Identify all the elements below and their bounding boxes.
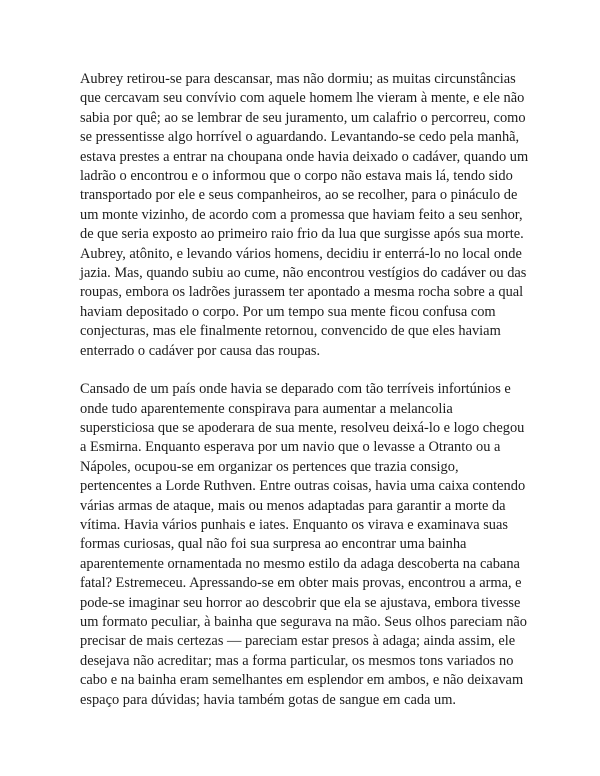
paragraph-1: Aubrey retirou-se para descansar, mas não dormiu; as muitas circunstâncias que cercavam seu convívio com aquele homem lhe vieram à mente, e ele não sabia por quê; ao se lembrar de seu juramento, um calafrio o percorreu, como se pressentisse algo horrível o aguardando. Levantando-se cedo pela manhã, estava prestes a entrar na choupana onde havia deixado o cadáver, quando um ladrão o encontrou e o informou que o corpo não estava mais lá, tendo sido transportado por ele e seus companheiros, ao se recolher, para o pináculo de um monte vizinho, de acordo com a promessa que haviam feito a seu senhor, de que seria exposto ao primeiro raio frio da lua que surgisse após sua morte. Aubrey, atônito, e levando vários homens, decidiu ir enterrá-lo no local onde jazia. Mas, quando subiu ao cume, não encontrou vestígios do cadáver ou das roupas, embora os ladrões jurassem ter apontado a mesma rocha sobre a qual haviam depositado o corpo. Por um tempo sua mente ficou confusa com conjecturas, mas ele finalmente retornou, convencido de que eles haviam enterrado o cadáver por causa das roupas. [80, 71, 529, 359]
document-page [80, 70, 529, 729]
paragraph-2: Cansado de um país onde havia se deparado com tão terríveis infortúnios e onde tudo aparentemente conspirava para aumentar a melancolia supersticiosa que se apoderara de sua mente, resolveu deixá-lo e logo chegou a Esmirna. Enquanto esperava por um navio que o levasse a Otranto ou a Nápoles, ocupou-se em organizar os pertences que trazia consigo, pertencentes a Lorde Ruthven. Entre outras coisas, havia uma caixa contendo várias armas de ataque, mais ou menos adaptadas para garantir a morte da vítima. Havia vários punhais e iates. Enquanto os virava e examinava suas formas curiosas, qual não foi sua surpresa ao encontrar uma bainha aparentemente ornamentada no mesmo estilo da adaga descoberta na cabana fatal? Estremeceu. Apressando-se em obter mais provas, encontrou a arma, e pode-se imaginar seu horror ao descobrir que ela se ajustava, embora tivesse um formato peculiar, à bainha que segurava na mão. Seus olhos pareciam não precisar de mais certezas — pareciam estar presos à adaga; ainda assim, ele desejava não acreditar; mas a forma particular, os mesmos tons variados no cabo e na bainha eram semelhantes em esplendor em ambos, e não deixavam espaço para dúvidas; havia também gotas de sangue em cada um. [80, 381, 527, 708]
